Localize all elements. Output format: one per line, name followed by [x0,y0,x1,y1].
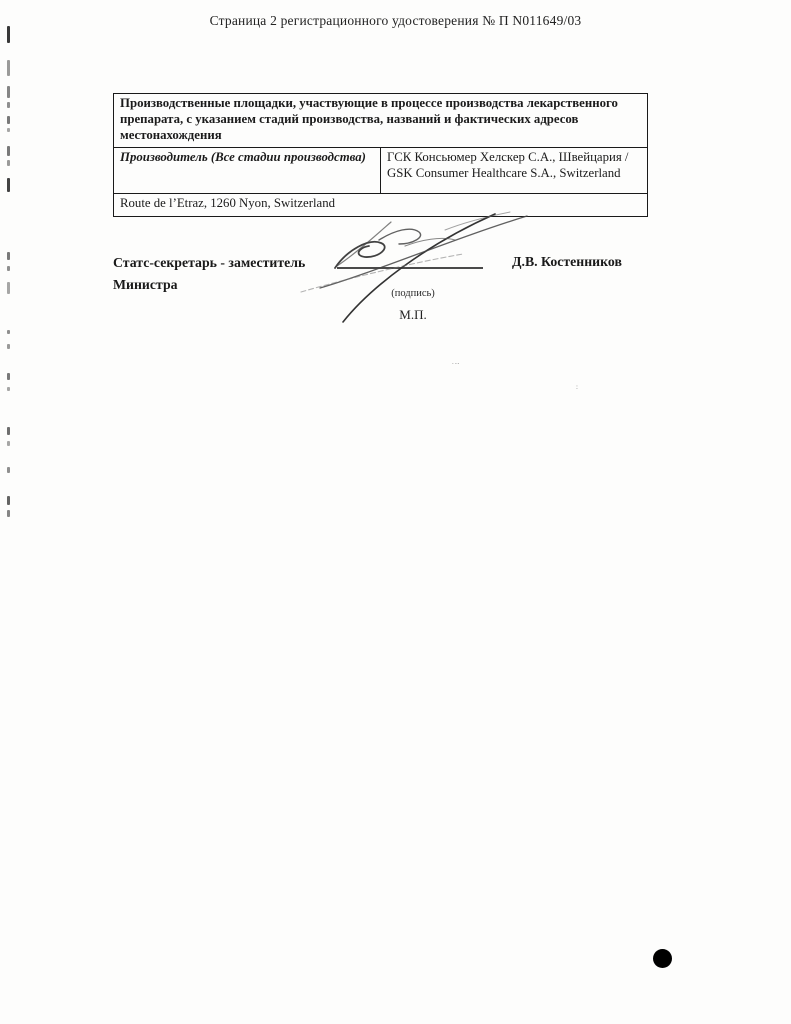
scan-edge-artifact [7,102,10,108]
signature-line [337,267,483,269]
page-header: Страница 2 регистрационного удостоверения № П N011649/03 [209,13,582,28]
scan-edge-artifact [7,60,10,76]
table-header-cell: Производственные площадки, участвующие в процессе производства лекарственного препарата, с указанием стадий производства, названий и фактических адресов местонахождения [114,94,648,148]
signature-caption: (подпись) [391,288,435,299]
scan-edge-artifact [7,427,10,435]
scan-edge-artifact [7,330,10,334]
scan-edge-artifact [7,86,10,98]
production-sites-table [113,93,648,217]
scan-edge-artifact [7,467,10,473]
scan-edge-artifact [7,282,10,294]
producer-address-cell: Route de l’Etraz, 1260 Nyon, Switzerland [114,194,648,217]
signer-title: Статс-секретарь - заместитель Министра [113,255,306,292]
punch-hole-dot [653,949,672,968]
seal-placeholder-label: М.П. [399,307,427,322]
scan-speck: .‥ [452,358,461,366]
scan-edge-artifact [7,252,10,260]
scan-edge-artifact [7,146,10,156]
scan-edge-artifact [7,344,10,349]
scan-edge-artifact [7,373,10,380]
producer-label-cell: Производитель (Все стадии производства) [114,148,381,194]
table-row [114,148,648,194]
scan-edge-artifact [7,128,10,132]
producer-value-cell: ГСК Консьюмер Хелскер С.А., Швейцария / GSK Consumer Healthcare S.A., Switzerland [381,148,648,194]
scan-edge-artifact [7,266,10,271]
scan-edge-artifact [7,26,10,43]
scan-edge-artifact [7,510,10,517]
scan-edge-artifact [7,496,10,505]
scan-edge-artifact [7,441,10,446]
scan-speck: : [576,383,579,391]
scan-edge-artifact [7,160,10,166]
scan-edge-artifact [7,387,10,391]
signer-name: Д.В. Костенников [512,254,622,269]
table-row [114,94,648,148]
scan-edge-artifact [7,116,10,124]
scan-edge-artifact [7,178,10,192]
table-row [114,194,648,217]
